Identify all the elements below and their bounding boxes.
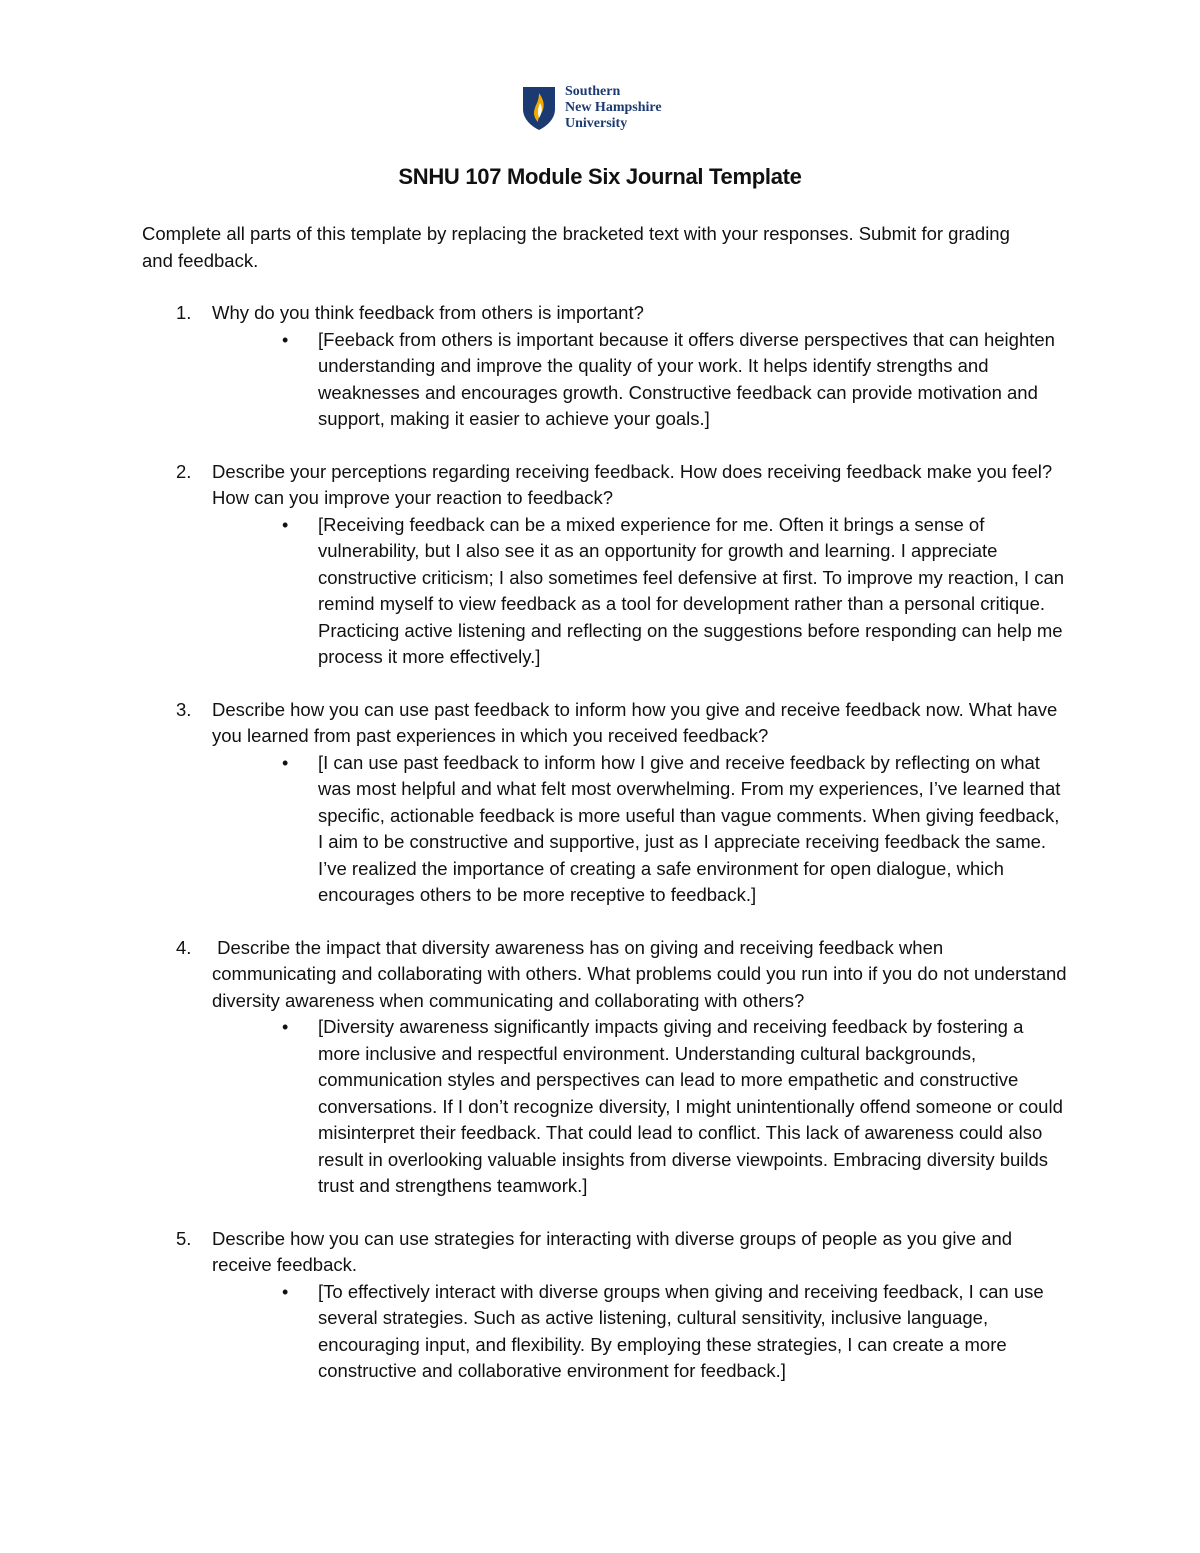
page-title: SNHU 107 Module Six Journal Template	[398, 164, 802, 189]
logo-line-2: New Hampshire	[565, 100, 662, 115]
answer-text: [Receiving feedback can be a mixed experience for me. Often it brings a sense of vulnerability, but I also see it as an opportunity for growth and learning. I appreciate constructive criticism; I also sometimes feel defensive at first. To improve my reaction, I can remind myself to view feedback as a tool for development rather than a personal critique. Practicing active listening and reflecting on the suggestions before responding can help me process it more effectively.]	[318, 513, 1065, 667]
instructions-paragraph: Complete all parts of this template by replacing the bracketed text with your responses. Submit for grading and feedback.	[142, 223, 1010, 271]
question-text: Describe your perceptions regarding receiving feedback. How does receiving feedback make you feel? How can you improve your reaction to feedback?	[212, 460, 1053, 508]
question-item-3	[142, 697, 1072, 909]
bullet-icon: •	[282, 752, 289, 773]
question-text: Describe the impact that diversity awareness has on giving and receiving feedback when communicating and collaborating with others. What problems could you run into if you do not understand diversity awareness when communicating and collaborating with others?	[212, 936, 1072, 1011]
logo-wordmark	[565, 84, 662, 132]
bullet-icon: •	[282, 1017, 289, 1037]
question-item-2	[142, 459, 1072, 671]
bullet-icon: •	[282, 1281, 289, 1302]
question-number: 2.	[176, 460, 192, 482]
logo-line-1: Southern	[565, 84, 621, 99]
question-item-1	[142, 300, 1072, 433]
answer-text: [To effectively interact with diverse groups when giving and receiving feedback, I can use several strategies. Such as active listening, cultural sensitivity, inclusive language, encouraging input, and flexibility. By employing these strategies, I can create a more constructive and collaborative environment for feedback.]	[318, 1280, 1044, 1381]
question-text: Why do you think feedback from others is important?	[212, 302, 644, 323]
answer-bullet	[282, 750, 1068, 909]
question-item-4	[142, 935, 1072, 1200]
bullet-icon: •	[282, 329, 289, 350]
answer-text: [Diversity awareness significantly impacts giving and receiving feedback by fostering a more inclusive and respectful environment. Understanding cultural backgrounds, communication styles and perspectives can lead to more empathetic and constructive conversations. If I don’t recognize diversity, I might unintentionally offend someone or could misinterpret their feedback. That could lead to conflict. This lack of awareness could also result in overlooking valuable insights from diverse viewpoints. Embracing diversity builds trust and strengthens teamwork.]	[318, 1016, 1063, 1196]
bullet-icon: •	[282, 514, 289, 535]
answer-text: [I can use past feedback to inform how I give and receive feedback by reflecting on what was most helpful and what felt most overwhelming. From my experiences, I’ve learned that specific, actionable feedback is more useful than vague comments. When giving feedback, I aim to be constructive and supportive, just as I appreciate receiving feedback the same. I’ve realized the importance of creating a safe environment for open dialogue, which encourages others to be more receptive to feedback.]	[318, 751, 1061, 905]
answer-bullet	[282, 1014, 1068, 1200]
question-number: 4.	[176, 936, 192, 958]
snhu-shield-flame-icon	[521, 85, 557, 131]
question-text: Describe how you can use strategies for interacting with diverse groups of people as you give and receive feedback.	[212, 1227, 1013, 1275]
university-logo	[521, 84, 662, 132]
question-number: 5.	[176, 1227, 192, 1249]
question-text: Describe how you can use past feedback to inform how you give and receive feedback now. What have you learned from past experiences in which you received feedback?	[212, 698, 1058, 746]
question-number: 1.	[176, 302, 192, 323]
question-list	[142, 300, 1072, 1385]
answer-bullet	[282, 512, 1068, 671]
answer-bullet	[282, 1279, 1068, 1385]
question-number: 3.	[176, 698, 192, 720]
question-item-5	[142, 1226, 1072, 1385]
answer-bullet	[282, 327, 1068, 433]
answer-text: [Feeback from others is important because it offers diverse perspectives that can heighten understanding and improve the quality of your work. It helps identify strengths and weaknesses and encourages growth. Constructive feedback can provide motivation and support, making it easier to achieve your goals.]	[318, 328, 1055, 429]
logo-line-3: University	[565, 116, 628, 131]
